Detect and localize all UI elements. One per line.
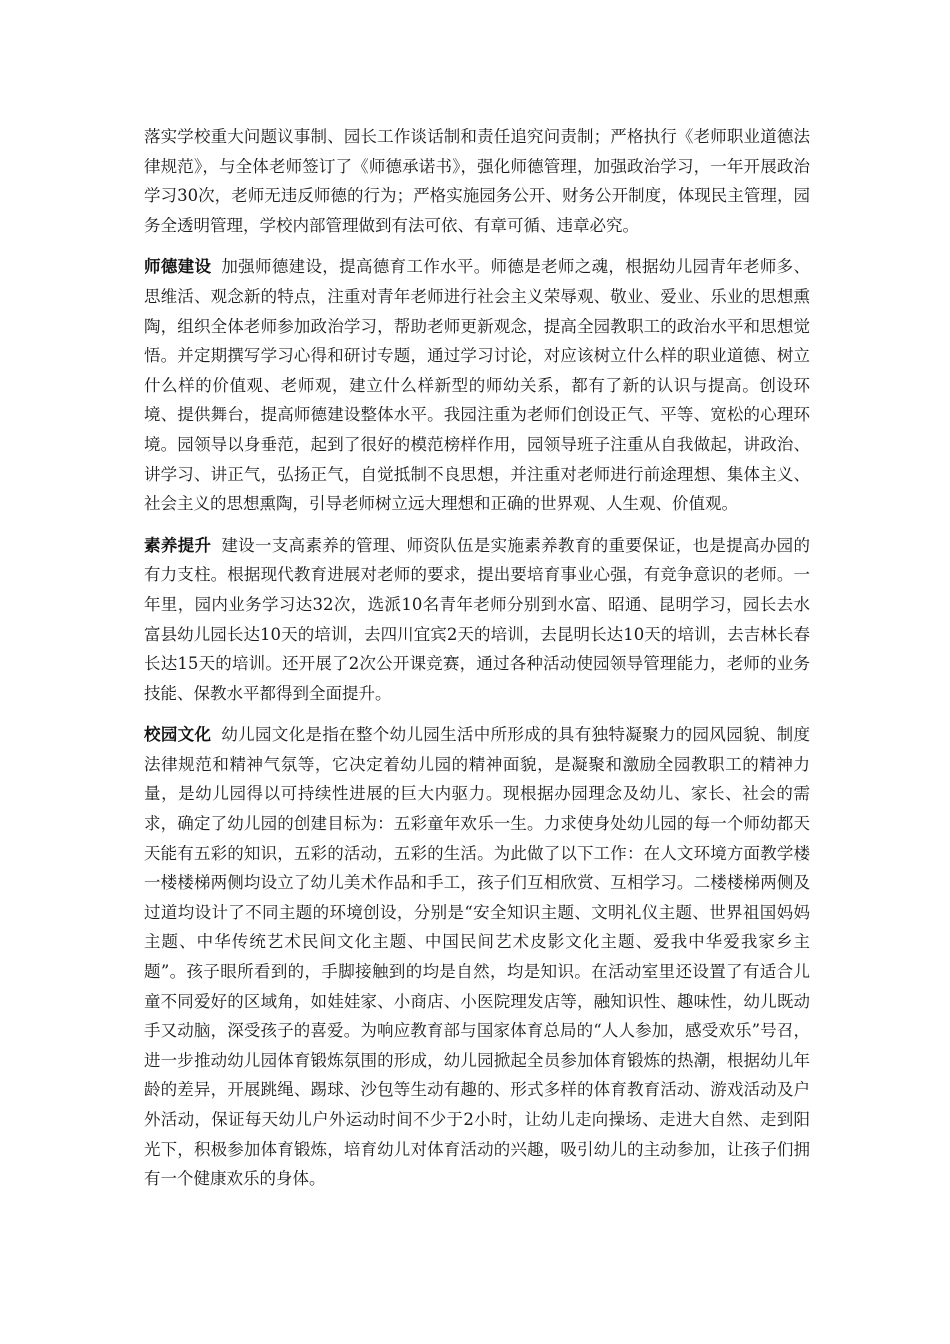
intro-paragraph (144, 122, 810, 240)
intro-text: 落实学校重大问题议事制、园长工作谈话制和责任追究问责制；严格执行《老师职业道德法律规范》，与全体老师签订了《师德承诺书》，强化师德管理，加强政治学习，一年开展政治学习30次，老师无违反师德的行为；严格实施园务公开、财务公开制度，体现民主管理，园务全透明管理，学校内部管理做到有法可依、有章可循、违章必究。 (144, 127, 810, 235)
section-heading: 师德建设 (144, 257, 212, 277)
section-quality-improvement (144, 531, 810, 709)
section-campus-culture (144, 720, 810, 1194)
section-heading: 素养提升 (144, 535, 212, 555)
section-text: 加强师德建设，提高德育工作水平。师德是老师之魂，根据幼儿园青年老师多、思维活、观念新的特点，注重对青年老师进行社会主义荣辱观、敬业、爱业、乐业的思想熏陶，组织全体老师参加政治学习，帮助老师更新观念，提高全园教职工的政治水平和思想觉悟。并定期撰写学习心得和研讨专题，通过学习讨论，对应该树立什么样的职业道德、树立什么样的价值观、老师观，建立什么样新型的师幼关系，都有了新的认识与提高。创设环境、提供舞台，提高师德建设整体水平。我园注重为老师们创设正气、平等、宽松的心理环境。园领导以身垂范，起到了很好的模范榜样作用，园领导班子注重从自我做起，讲政治、讲学习、讲正气，弘扬正气，自觉抵制不良思想，并注重对老师进行前途理想、集体主义、社会主义的思想熏陶，引导老师树立远大理想和正确的世界观、人生观、价值观。 (144, 257, 811, 514)
section-heading: 校园文化 (144, 725, 212, 745)
document-body (144, 122, 810, 1206)
section-text: 建设一支高素养的管理、师资队伍是实施素养教育的重要保证，也是提高办园的有力支柱。根据现代教育进展对老师的要求，提出要培育事业心强，有竞争意识的老师。一年里，园内业务学习达32次，选派10名青年老师分别到水富、昭通、昆明学习，园长去水富县幼儿园长达10天的培训，去四川宜宾2天的培训，去昆明长达10天的培训，去吉林长春长达15天的培训。还开展了2次公开课竞赛，通过各种活动使园领导管理能力，老师的业务技能、保教水平都得到全面提升。 (144, 535, 811, 703)
section-teacher-ethics (144, 252, 810, 518)
section-text: 幼儿园文化是指在整个幼儿园生活中所形成的具有独特凝聚力的园风园貌、制度法律规范和精神气氛等，它决定着幼儿园的精神面貌，是凝聚和激励全园教职工的精神力量，是幼儿园得以可持续性进展的巨大内驱力。现根据办园理念及幼儿、家长、社会的需求，确定了幼儿园的创建目标为：五彩童年欢乐一生。力求使身处幼儿园的每一个师幼都天天能有五彩的知识，五彩的活动，五彩的生活。为此做了以下工作：在人文环境方面教学楼一楼楼梯两侧均设立了幼儿美术作品和手工，孩子们互相欣赏、互相学习。二楼楼梯两侧及过道均设计了不同主题的环境创设，分别是“安全知识主题、文明礼仪主题、世界祖国妈妈主题、中华传统艺术民间文化主题、中国民间艺术皮影文化主题、爱我中华爱我家乡主题”。孩子眼所看到的，手脚接触到的均是自然，均是知识。在活动室里还设置了有适合儿童不同爱好的区域角，如娃娃家、小商店、小医院理发店等，融知识性、趣味性，幼儿既动手又动脑，深受孩子的喜爱。为响应教育部与国家体育总局的“人人参加，感受欢乐”号召，进一步推动幼儿园体育锻炼氛围的形成，幼儿园掀起全员参加体育锻炼的热潮，根据幼儿年龄的差异，开展跳绳、踢球、沙包等生动有趣的、形式多样的体育教育活动、游戏活动及户外活动，保证每天幼儿户外运动时间不少于2小时，让幼儿走向操场、走进大自然、走到阳光下，积极参加体育锻炼，培育幼儿对体育活动的兴趣，吸引幼儿的主动参加，让孩子们拥有一个健康欢乐的身体。 (144, 725, 811, 1189)
